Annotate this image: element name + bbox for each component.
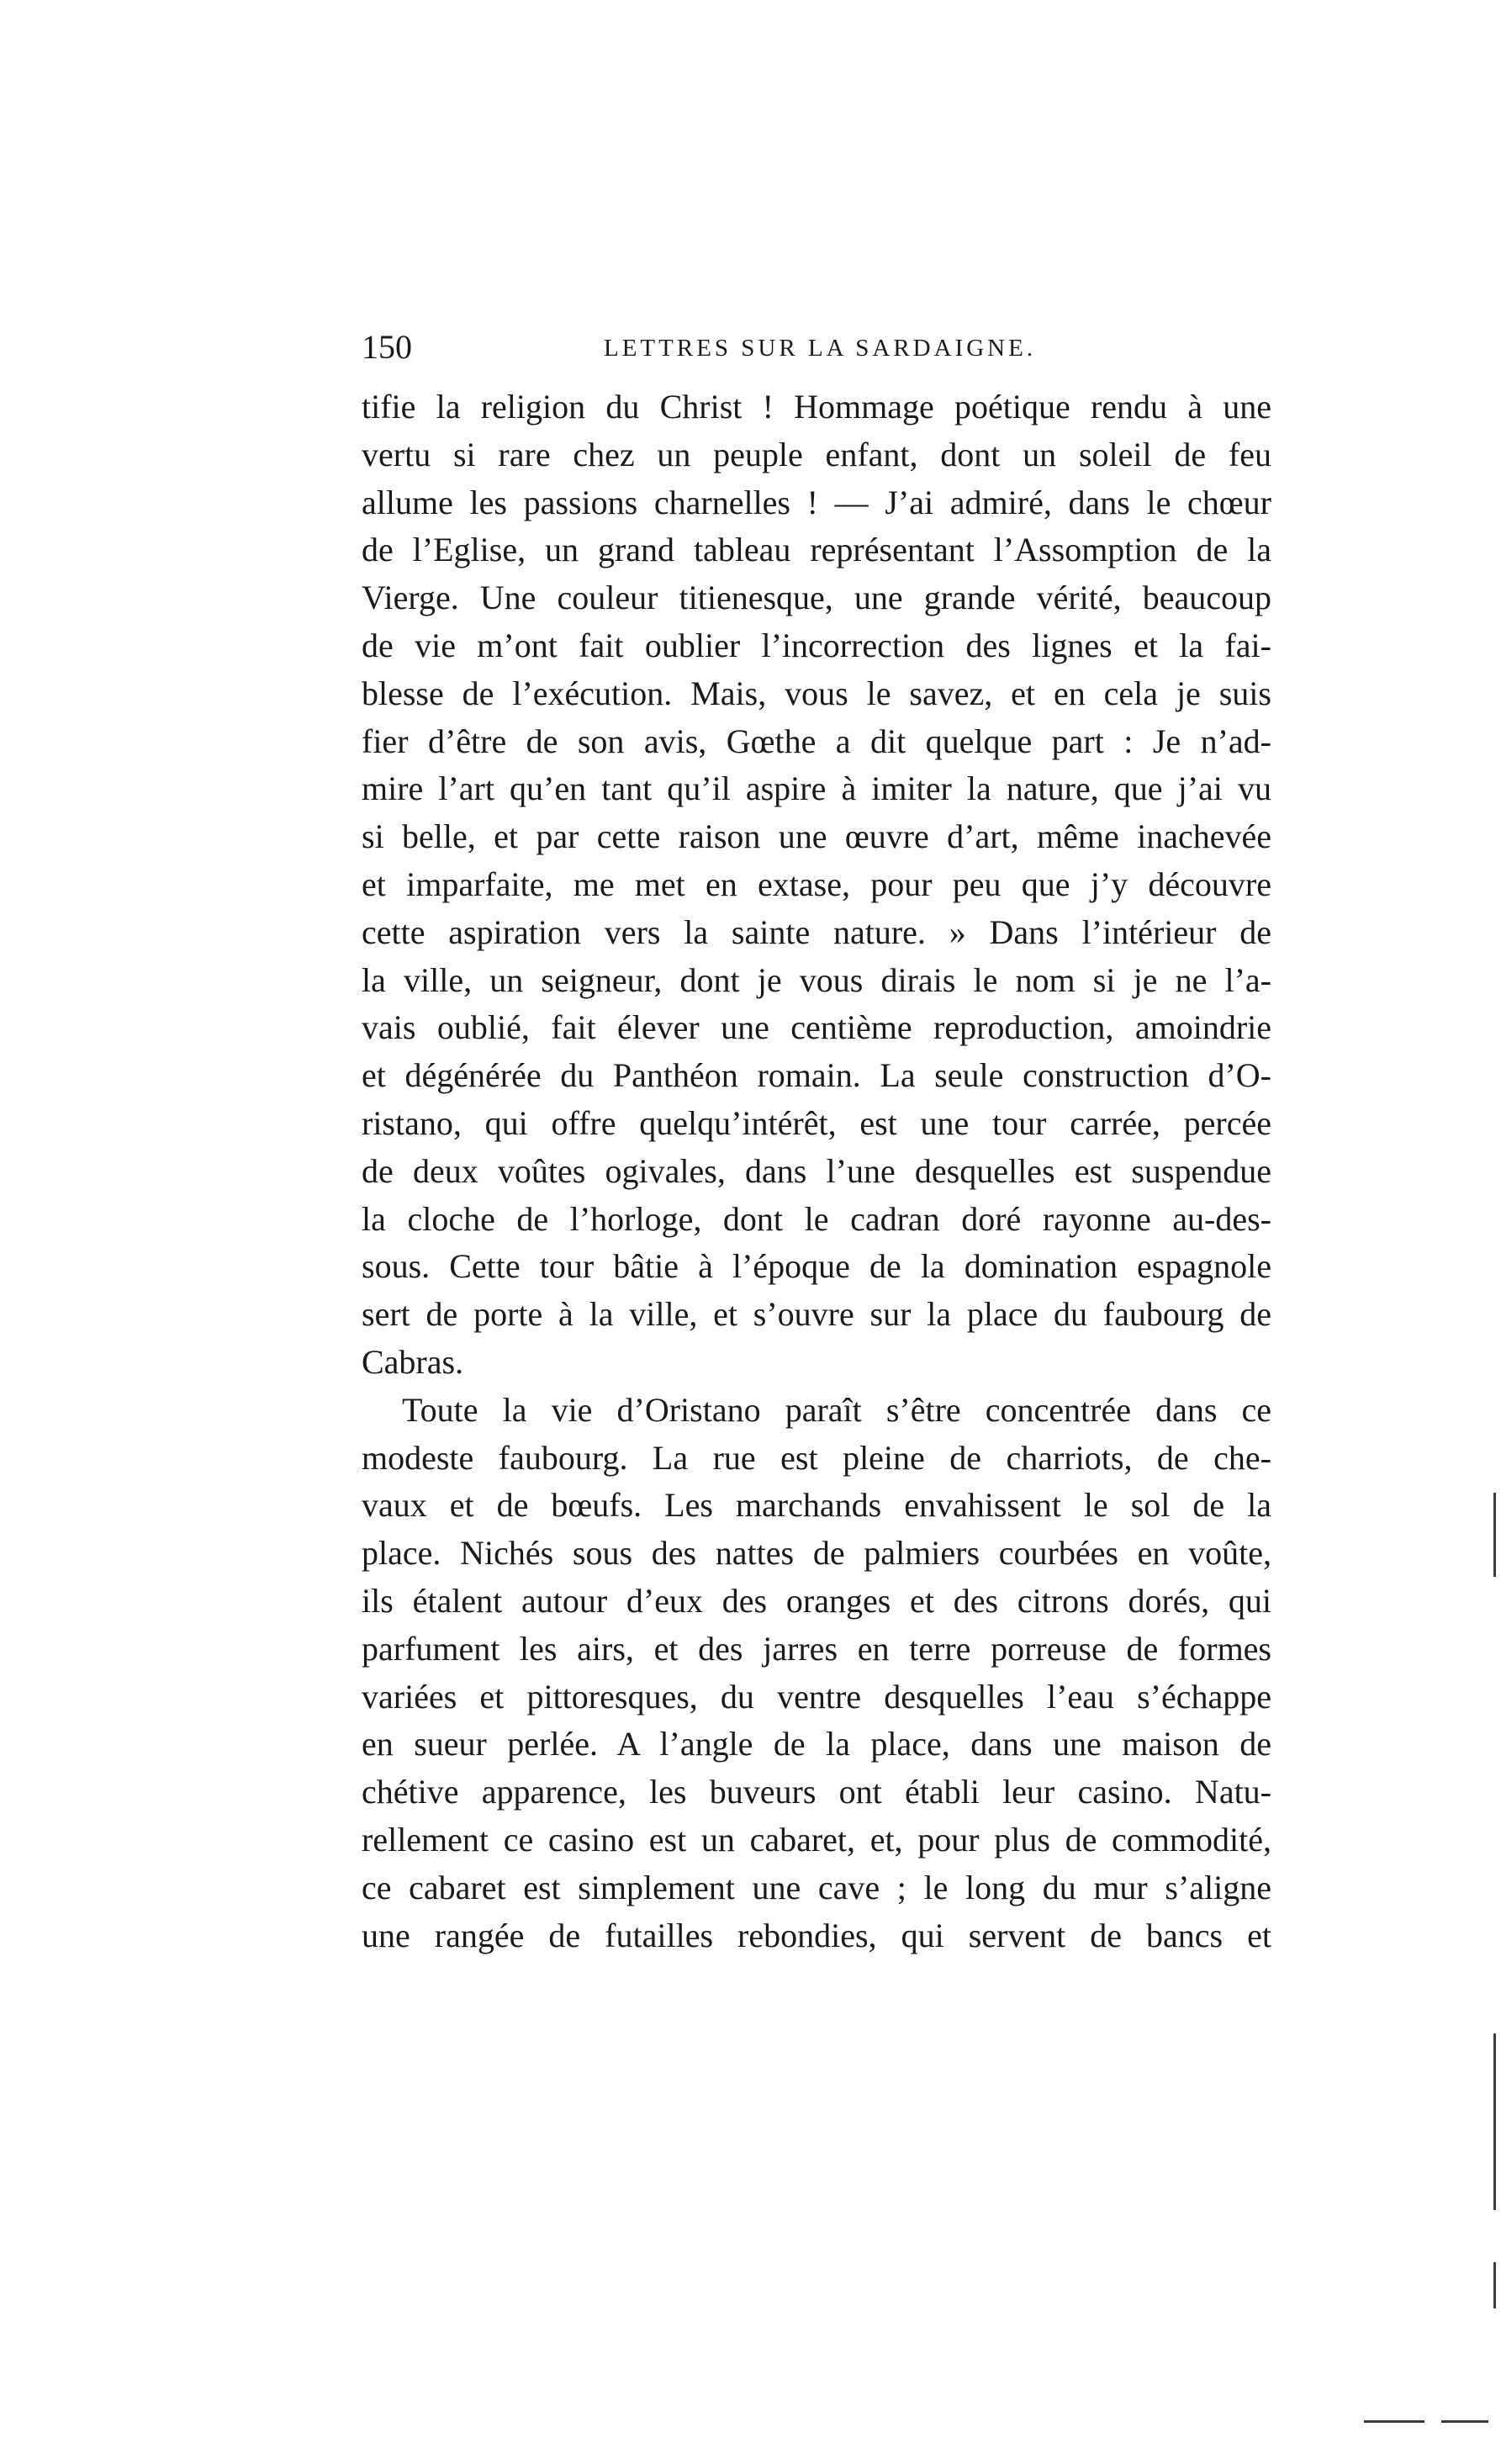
text-line: cette aspiration vers la sainte nature. » Dans l’intérieur de: [362, 912, 1271, 951]
paragraph: [362, 383, 1271, 1387]
text-line: la cloche de l’horloge, dont le cadran doré rayonne au-des-: [362, 1199, 1271, 1238]
paragraph: [362, 1387, 1271, 1960]
text-line: et imparfaite, me met en extase, pour peu que j’y découvre: [362, 865, 1271, 903]
text-line: vertu si rare chez un peuple enfant, dont un soleil de feu: [362, 435, 1271, 473]
text-line: sous. Cette tour bâtie à l’époque de la domination espagnole: [362, 1247, 1271, 1286]
text-line: rellement ce casino est un cabaret, et, pour plus de commodité,: [362, 1820, 1271, 1859]
page-header: [362, 326, 1271, 368]
text-line: blesse de l’exécution. Mais, vous le savez, et en cela je suis: [362, 674, 1271, 712]
text-line: Toute la vie d’Oristano paraît s’être concentrée dans ce: [402, 1390, 1271, 1429]
text-line: fier d’être de son avis, Gœthe a dit quelque part : Je n’ad-: [362, 722, 1271, 760]
text-line: Vierge. Une couleur titienesque, une grande vérité, beaucoup: [362, 579, 1271, 617]
text-line: allume les passions charnelles ! — J’ai admiré, dans le chœur: [362, 483, 1271, 521]
text-line: une rangée de futailles rebondies, qui servent de bancs et: [362, 1916, 1271, 1954]
scan-edge-mark: [1493, 1493, 1496, 1577]
text-line: chétive apparence, les buveurs ont établi leur casino. Natu-: [362, 1773, 1271, 1811]
scan-edge-mark: [1364, 2420, 1424, 2423]
scan-edge-mark: [1493, 2033, 1496, 2210]
text-line: et dégénérée du Panthéon romain. La seule construction d’O-: [362, 1056, 1271, 1095]
body-text: [362, 383, 1271, 1959]
text-line: si belle, et par cette raison une œuvre d’art, même inachevée: [362, 817, 1271, 856]
text-line: tifie la religion du Christ ! Hommage poétique rendu à une: [362, 388, 1271, 426]
text-line: sert de porte à la ville, et s’ouvre sur la place du faubourg de: [362, 1295, 1271, 1334]
text-line: ristano, qui offre quelqu’intérêt, est une tour carrée, percée: [362, 1103, 1271, 1142]
text-line: de l’Eglise, un grand tableau représentant l’Assomption de la: [362, 531, 1271, 569]
text-line: la ville, un seigneur, dont je vous dirais le nom si je ne l’a-: [362, 960, 1271, 999]
text-line: de vie m’ont fait oublier l’incorrection des lignes et la fai-: [362, 626, 1271, 664]
text-line: place. Nichés sous des nattes de palmiers courbées en voûte,: [362, 1534, 1271, 1573]
text-line: modeste faubourg. La rue est pleine de charriots, de che-: [362, 1438, 1271, 1477]
scan-edge-mark: [1493, 2262, 1496, 2308]
text-line: en sueur perlée. A l’angle de la place, dans une maison de: [362, 1725, 1271, 1763]
text-line: ce cabaret est simplement une cave ; le long du mur s’aligne: [362, 1868, 1271, 1906]
running-head: LETTRES SUR LA SARDAIGNE.: [604, 335, 1037, 362]
text-line: Cabras.: [362, 1342, 464, 1381]
scan-edge-mark: [1441, 2420, 1488, 2423]
text-line: ils étalent autour d’eux des oranges et des citrons dorés, qui: [362, 1581, 1271, 1620]
text-line: parfument les airs, et des jarres en terre porreuse de formes: [362, 1629, 1271, 1668]
text-line: vaux et de bœufs. Les marchands envahissent le sol de la: [362, 1486, 1271, 1525]
text-line: de deux voûtes ogivales, dans l’une desquelles est suspendue: [362, 1151, 1271, 1190]
text-line: variées et pittoresques, du ventre desquelles l’eau s’échappe: [362, 1677, 1271, 1716]
text-line: mire l’art qu’en tant qu’il aspire à imiter la nature, que j’ai vu: [362, 769, 1271, 808]
text-line: vais oublié, fait élever une centième reproduction, amoindrie: [362, 1008, 1271, 1047]
page-number: 150: [362, 328, 412, 366]
